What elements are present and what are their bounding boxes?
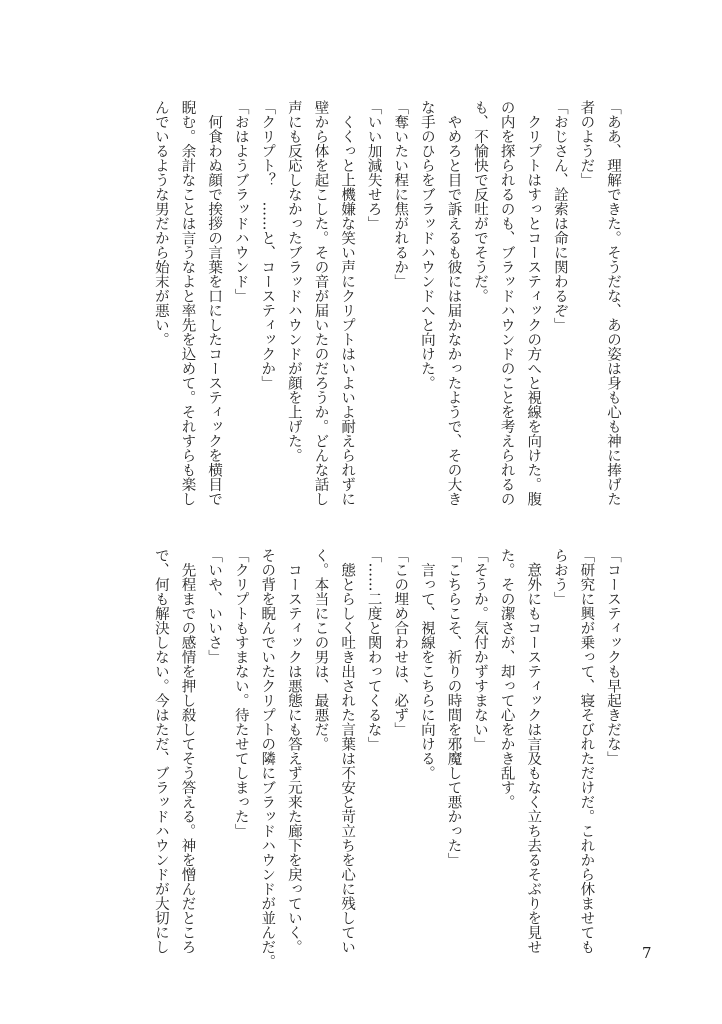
text-line: 何食わぬ顔で挨拶の言葉を口にしたコースティックを横目で: [206, 100, 223, 506]
page-number: 7: [642, 944, 652, 962]
text-line: 「いい加減失せろ」: [365, 100, 382, 231]
text-line: 者のようだ」: [578, 100, 595, 187]
text-line: んでいるような男だから始末が悪い。: [152, 100, 169, 347]
text-line: 「……二度と関わってくるな」: [365, 548, 382, 751]
text-line: 意外にもコースティックは言及もなく立ち去るそぶりを見せ: [525, 548, 542, 954]
text-line: コースティックは悪態にも答えず元来た廊下を戻っていく。: [285, 548, 302, 954]
text-line: やめろと目で訴えるも彼には届かなかったようで、その大き: [445, 100, 462, 506]
text-line: 睨む。余計なことは言うなよと率先を込めて。それすらも楽し: [179, 100, 196, 506]
text-line: の内を探られるのも、ブラッドハウンドのことを考えられるの: [498, 100, 515, 506]
text-line: た。その潔さが、却って心をかき乱す。: [498, 548, 515, 809]
text-line: 「こちらこそ、祈りの時間を邪魔して悪かった」: [445, 548, 462, 867]
text-line: 「おはようブラッドハウンド」: [232, 100, 249, 303]
text-line: 「そうか。気付かずすまない」: [472, 548, 489, 751]
lower-text-block: [147, 548, 626, 968]
text-line: 声にも反応しなかったブラッドハウンドが顔を上げた。: [285, 100, 302, 463]
text-line: も、不愉快で反吐がでそうだ。: [472, 100, 489, 303]
text-line: 「ああ、理解できた。そうだな、あの姿は身も心も神に捧げた: [605, 100, 621, 506]
text-line: 「いや、いいさ」: [206, 548, 223, 664]
upper-text-block: [147, 100, 626, 520]
text-line: 言って、視線をこちらに向ける。: [418, 548, 435, 780]
text-line: 「研究に興が乗って、寝そびれただけだ。これから休ませても: [578, 548, 595, 954]
text-line: 「クリプトもすまない。待たせてしまった」: [232, 548, 249, 838]
text-line: な手のひらをブラッドハウンドへと向けた。: [418, 100, 435, 390]
text-line: 態とらしく吐き出された言葉は不安と苛立ちを心に残してい: [339, 548, 356, 954]
text-line: その背を睨んでいたクリプトの隣にブラッドハウンドが並んだ。: [259, 548, 276, 969]
text-line: で、何も解決しない。今はただ、ブラッドハウンドが大切にし: [152, 548, 169, 954]
text-line: 「コースティックも早起きだな」: [605, 548, 621, 766]
text-line: 「クリプト？ ……と、コースティックか」: [259, 100, 276, 390]
text-line: くくっと上機嫌な笑い声にクリプトはいよいよ耐えられずに: [339, 100, 356, 506]
text-line: く。本当にこの男は、最悪だ。: [312, 548, 329, 751]
text-line: らおう」: [551, 548, 568, 606]
text-line: 「おじさん、詮索は命に関わるぞ」: [551, 100, 568, 332]
text-line: クリプトはすっとコースティックの方へと視線を向けた。腹: [525, 100, 542, 506]
text-line: 壁から体を起こした。その音が届いたのだろうか。どんな話し: [312, 100, 329, 506]
text-line: 先程までの感情を押し殺してそう答える。神を憎んだところ: [179, 548, 196, 954]
text-line: 「奪いたい程に焦がれるか」: [392, 100, 409, 289]
text-line: 「この埋め合わせは、必ず」: [392, 548, 409, 737]
